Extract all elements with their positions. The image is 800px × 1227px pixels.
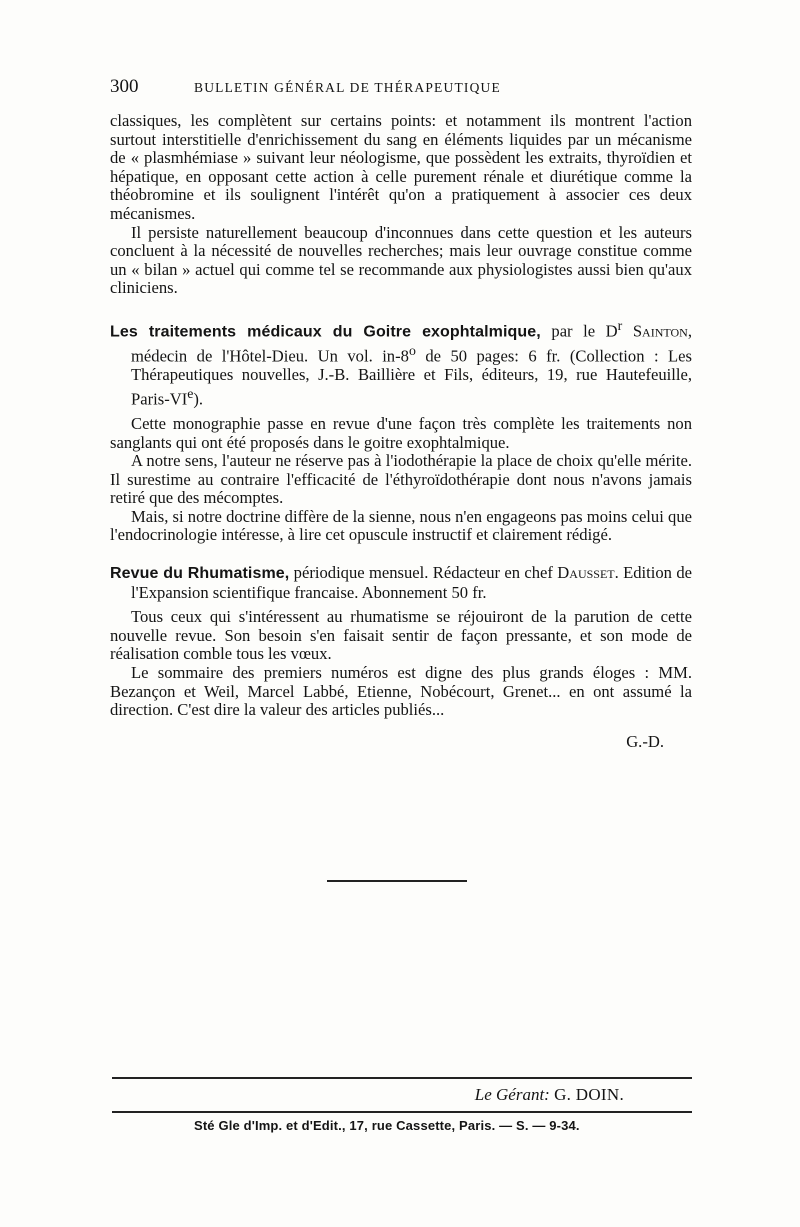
review-2-paragraph-1: Tous ceux qui s'intéressent au rhumatisme se réjouiront de la parution de cette nouvelle revue. Son besoin s'en faisait sentir de façon pressante, et son mode de réalisation comble tous les vœux. xyxy=(110,607,692,664)
review-1-heading xyxy=(110,317,692,409)
review-1-byline-prefix: par le D xyxy=(551,321,618,341)
review-1-details-2: de 50 pages: 6 fr. (Collection : Les Thérapeutiques nouvelles, J.-B. Baillière et Fils, éditeurs, 19, rue Hautefeuille, Paris-VI xyxy=(131,346,692,409)
review-2-details-1: périodique mensuel. Rédacteur en chef xyxy=(289,563,558,583)
review-1-author: Sainton xyxy=(632,321,688,341)
page-number: 300 xyxy=(110,76,139,97)
review-2-editor: Dausset xyxy=(557,563,615,583)
intro-paragraph-2: Il persiste naturellement beaucoup d'inconnues dans cette question et les auteurs concluent à la nécessité de nouvelles recherches; mais leur ouvrage constitue comme un « bilan » actuel qui comme tel se recommande aux physiologistes aussi bien qu'aux cliniciens. xyxy=(110,222,692,298)
review-2-details-2: . Edition de l'Expansion scientifique francaise. Abonnement 50 fr. xyxy=(131,563,692,602)
journal-title: BULLETIN GÉNÉRAL DE THÉRAPEUTIQUE xyxy=(194,80,501,95)
page-body xyxy=(110,76,692,752)
review-1-details-1: , médecin de l'Hôtel-Dieu. Un vol. in-8 xyxy=(131,321,692,366)
review-1-details-sup: o xyxy=(408,343,416,359)
running-head xyxy=(110,76,692,98)
review-1-paragraph-2: A notre sens, l'auteur ne réserve pas à l'iodothérapie la place de choix qu'elle mérite. Il surestime au contraire l'efficacité de l'éthyroïdothérapie dont nous n'avons jamais retiré que des mécomptes. xyxy=(110,451,692,508)
review-1-title: Les traitements médicaux du Goitre exophtalmique, xyxy=(110,323,541,341)
review-1-details-sup-2: e xyxy=(187,385,194,401)
review-2-heading xyxy=(110,564,692,602)
footer xyxy=(112,1077,692,1139)
review-2-title: Revue du Rhumatisme, xyxy=(110,565,290,583)
review-1-paragraph-1: Cette monographie passe en revue d'une façon très complète les traitements non sanglants qui ont été proposés dans le goitre exophtalmique. xyxy=(110,413,692,452)
intro-paragraph-1: classiques, les complètent sur certains points: et notamment ils montrent l'action surtout interstitielle d'enrichissement du sang en éléments liquides par un mécanisme de « plasmhémiase » suivant leur néologisme, que possèdent les extraits, thyroïdien et hépatique, en opposant cette action à celle purement rénale et diurétique comme la théobromine et ils soulignent l'intérêt qu'on a pratiquement à associer ces deux mécanismes. xyxy=(110,111,692,223)
printer-imprint: Sté Gle d'Imp. et d'Edit., 17, rue Cassette, Paris. — S. — 9-34. xyxy=(194,1118,580,1134)
manager-line xyxy=(112,1079,692,1111)
manager-label: Le Gérant: xyxy=(474,1085,550,1104)
section-divider xyxy=(327,880,467,882)
review-1-details-3: ). xyxy=(193,389,204,409)
review-2-paragraph-2: Le sommaire des premiers numéros est digne des plus grands éloges : MM. Bezançon et Weil, Marcel Labbé, Etienne, Nobécourt, Grenet... en ont assumé la direction. C'est dire la valeur des articles publiés... xyxy=(110,663,692,720)
manager-name: G. DOIN. xyxy=(554,1085,624,1104)
review-signature: G.-D. xyxy=(626,731,664,751)
review-1-byline-sup: r xyxy=(617,317,623,333)
review-1-paragraph-3: Mais, si notre doctrine diffère de la sienne, nous n'en engageons pas moins celui que l'endocrinologie intéresse, à lire cet opuscule instructif et clairement rédigé. xyxy=(110,506,692,545)
